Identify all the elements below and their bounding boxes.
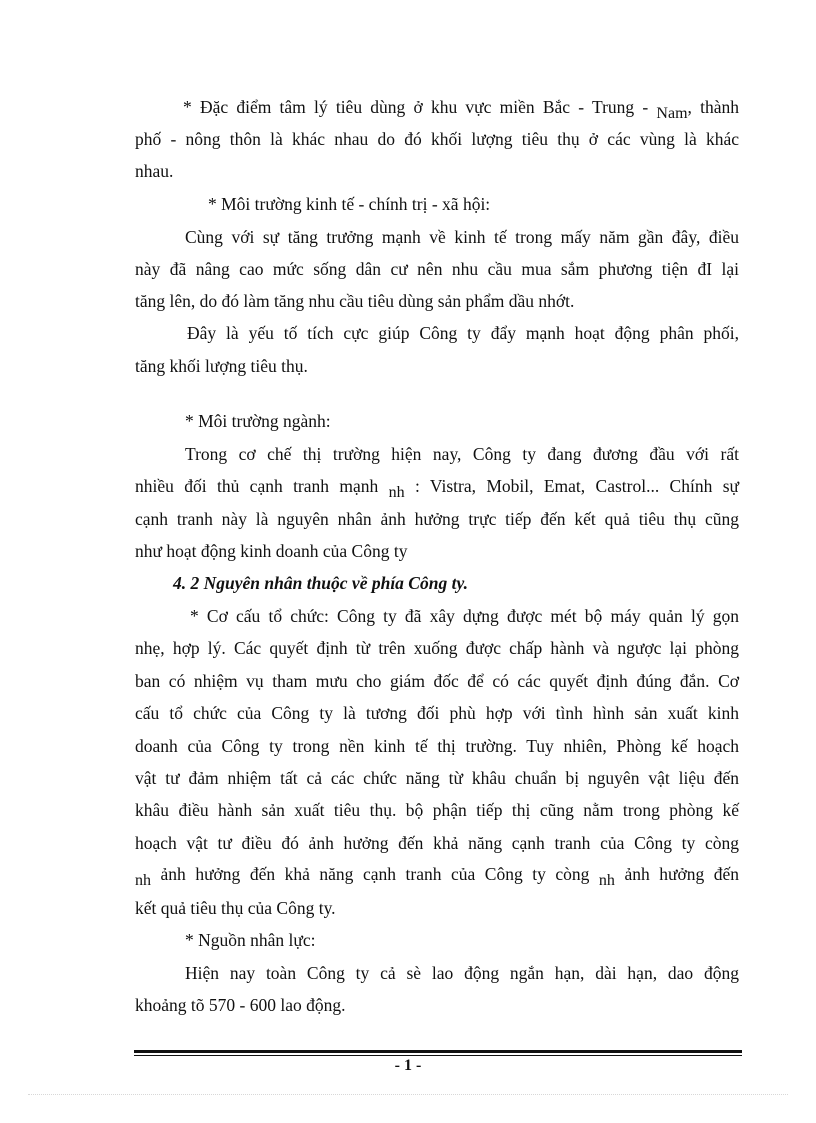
paragraph-1-line-2: phố - nông thôn là khác nhau do đó khối lượng tiêu thụ ở các vùng là khác [135,129,739,149]
paragraph-6-line-2: khoảng tõ 570 - 600 lao động. [135,995,346,1015]
subscript-fragment: nh [388,484,405,501]
paragraph-5-line-6: vật tư đảm nhiệm tất cả các chức năng từ khâu chuẩn bị nguyên vật liệu đến [135,768,739,788]
text-segment: : Vistra, Mobil, Emat, Castrol... Chính sự [414,476,739,496]
paragraph-5-line-3: ban có nhiệm vụ tham mưu cho giám đốc để có các quyết định đúng đắn. Cơ [135,671,739,691]
paragraph-4-line-4: như hoạt động kinh doanh của Công ty [135,541,408,561]
paragraph-3-line-2: tăng khối lượng tiêu thụ. [135,356,308,376]
section-heading: 4. 2 Nguyên nhân thuộc về phía Công ty. [173,573,468,593]
subheading-industry-environment: * Môi trường ngành: [185,411,331,431]
paragraph-4-line-1: Trong cơ chế thị trường hiện nay, Công ty đang đương đầu với rất [185,444,739,464]
subscript-fragment: nh [598,872,615,889]
text-segment: nhiều đối thủ cạnh tranh mạnh [135,476,379,496]
paragraph-4-line-3: cạnh tranh này là nguyên nhân ảnh hưởng trực tiếp đến kết quả tiêu thụ cũng [135,509,739,529]
paragraph-5-line-10: kết quả tiêu thụ của Công ty. [135,898,336,918]
subheading-human-resources: * Nguồn nhân lực: [185,930,316,950]
paragraph-5-line-2: nhẹ, hợp lý. Các quyết định từ trên xuống được chấp hành và ngược lại phòng [135,638,739,658]
page-number: - 1 - [394,1057,422,1074]
paragraph-5-line-9 [135,863,739,887]
subheading-economic-environment: * Môi trường kinh tế - chính trị - xã hội: [208,194,491,214]
text-segment: , thành [687,97,739,117]
paragraph-6-line-1: Hiện nay toàn Công ty cả sè lao động ngắn hạn, dài hạn, dao động [185,963,739,983]
paragraph-5-line-1: * Cơ cấu tổ chức: Công ty đã xây dựng được mét bộ máy quản lý gọn [190,606,739,626]
paragraph-2-line-2: này đã nâng cao mức sống dân cư nên nhu cầu mua sắm phương tiện đI lại [135,259,739,279]
subscript-fragment: Nam [656,105,688,122]
paragraph-2-line-3: tăng lên, do đó làm tăng nhu cầu tiêu dùng sản phẩm dầu nhớt. [135,291,575,311]
text-segment: ảnh hưởng đến khả năng cạnh tranh của Công ty còng [160,864,590,884]
paragraph-5-line-8: hoạch vật tư điều đó ảnh hưởng đến khả năng cạnh tranh của Công ty còng [135,833,739,853]
paragraph-3-line-1: Đây là yếu tố tích cực giúp Công ty đẩy mạnh hoạt động phân phối, [187,323,739,343]
footer-rule-thick [134,1050,742,1053]
subscript-fragment: nh [135,872,151,889]
paragraph-5-line-7: khâu điều hành sản xuất tiêu thụ. bộ phận tiếp thị cũng nằm trong phòng kế [135,800,739,820]
page-bottom-dotted-line [28,1094,788,1095]
paragraph-5-line-5: doanh của Công ty trong nền kinh tế thị trường. Tuy nhiên, Phòng kế hoạch [135,736,739,756]
paragraph-1-line-1 [135,96,739,120]
paragraph-5-line-4: cấu tổ chức của Công ty là tương đối phù hợp với tình hình sản xuất kinh [135,703,739,723]
text-segment: * Đặc điểm tâm lý tiêu dùng ở khu vực miền Bắc - Trung - [183,97,649,117]
paragraph-4-line-2 [135,475,739,499]
paragraph-2-line-1: Cùng với sự tăng trưởng mạnh về kinh tế trong mấy năm gần đây, điều [185,227,739,247]
paragraph-1-line-3: nhau. [135,161,174,181]
text-segment: ảnh hưởng đến [624,864,740,884]
